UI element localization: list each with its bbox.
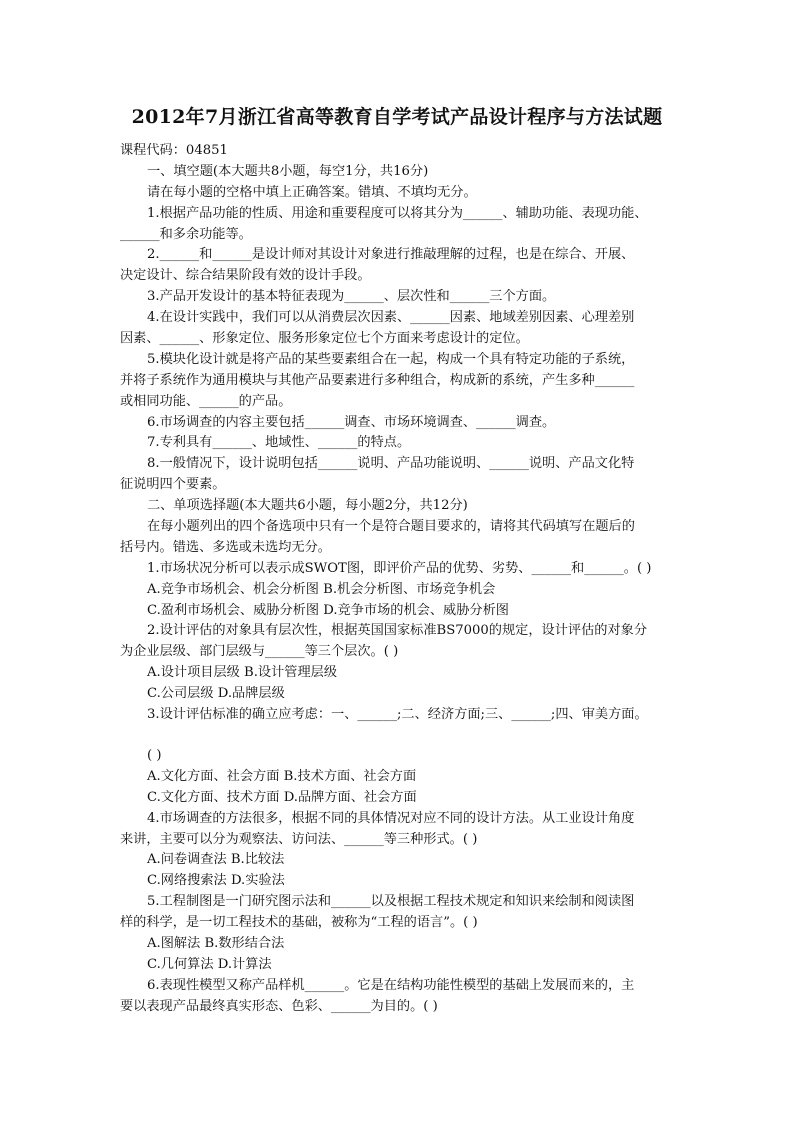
text-line: 3.设计评估标准的确立应考虑：一、______;二、经济方面;三、______;四、审美方面。 (147, 707, 648, 723)
text-line: 并将子系统作为通用模块与其他产品要素进行多种组合，构成新的系统，产生多种______ (120, 372, 635, 388)
text-line: C.公司层级 D.品牌层级 (147, 686, 285, 702)
text-line: 1.根据产品功能的性质、用途和重要程度可以将其分为______、辅助功能、表现功能、 (147, 205, 648, 221)
text-line: 2.______和______是设计师对其设计对象进行推敲理解的过程，也是在综合、开展、 (147, 247, 635, 263)
text-line: 请在每小题的空格中填上正确答案。错填、不填均无分。 (147, 184, 477, 200)
text-line: A.文化方面、社会方面 B.技术方面、社会方面 (147, 768, 417, 784)
text-line: 8.一般情况下，设计说明包括______说明、产品功能说明、______说明、产品文化特 (147, 456, 635, 472)
text-line: A.图解法 B.数形结合法 (147, 935, 285, 951)
text-line: 2.设计评估的对象具有层次性，根据英国国家标准BS7000的规定，设计评估的对象分 (147, 623, 648, 639)
text-line: A.竞争市场机会、机会分析图 B.机会分析图、市场竞争机会 (147, 581, 496, 597)
text-line: A.设计项目层级 B.设计管理层级 (147, 665, 338, 681)
text-line: ( ) (147, 747, 162, 763)
text-line: 决定设计、综合结果阶段有效的设计手段。 (120, 268, 371, 284)
text-line: 6.市场调查的内容主要包括______调查、市场环境调查、______调查。 (147, 414, 556, 430)
text-line: 二、单项选择题(本大题共6小题，每小题2分，共12分) (147, 498, 468, 514)
text-line: C.文化方面、技术方面 D.品牌方面、社会方面 (147, 789, 417, 805)
text-line: 因素、______、形象定位、服务形象定位七个方面来考虑设计的定位。 (120, 331, 529, 347)
text-line: ______和多余功能等。 (120, 226, 252, 242)
text-line: A.问卷调查法 B.比较法 (147, 852, 285, 868)
text-line: 样的科学，是一切工程技术的基础，被称为“工程的语言”。( ) (120, 915, 478, 931)
text-line: 5.模块化设计就是将产品的某些要素组合在一起，构成一个具有特定功能的子系统， (147, 351, 635, 367)
text-line: 括号内。错选、多选或未选均无分。 (120, 539, 331, 555)
text-line: 5.工程制图是一门研究图示法和______以及根据工程技术规定和知识来绘制和阅读图 (147, 894, 635, 910)
text-line: 3.产品开发设计的基本特征表现为______、层次性和______三个方面。 (147, 289, 556, 305)
text-line: C.网络搜索法 D.实验法 (147, 873, 285, 889)
text-line: 来讲，主要可以分为观察法、访问法、______等三种形式。( ) (120, 831, 478, 847)
text-line: 4.在设计实践中，我们可以从消费层次因素、______因素、地域差别因素、心理差别 (147, 310, 635, 326)
text-line: 6.表现性模型又称产品样机______。它是在结构功能性模型的基础上发展而来的，主 (147, 977, 635, 993)
text-line: 1.市场状况分析可以表示成SWOT图，即评价产品的优势、劣势、______和______。( ) (147, 560, 652, 576)
question-lines (120, 162, 680, 1018)
course-code: 课程代码：04851 (120, 143, 228, 158)
text-line: C.几何算法 D.计算法 (147, 956, 272, 972)
text-line: 一、填空题(本大题共8小题，每空1分，共16分) (147, 163, 429, 179)
text-line: 要以表现产品最终真实形态、色彩、______为目的。( ) (120, 998, 438, 1014)
text-line: 或相同功能、______的产品。 (120, 393, 292, 409)
text-line: 在每小题列出的四个备选项中只有一个是符合题目要求的，请将其代码填写在题后的 (147, 519, 635, 535)
text-line: 7.专利具有______、地域性、______的特点。 (147, 435, 411, 451)
blank-line (120, 726, 680, 746)
document-body (120, 141, 680, 1018)
text-line: 为企业层级、部门层级与______等三个层次。( ) (120, 644, 399, 660)
text-line: 征说明四个要素。 (120, 477, 226, 493)
document-title: 2012年7月浙江省高等教育自学考试产品设计程序与方法试题 (131, 106, 663, 128)
text-line: C.盈利市场机会、威胁分析图 D.竞争市场的机会、威胁分析图 (147, 602, 509, 618)
text-line: 4.市场调查的方法很多，根据不同的具体情况对应不同的设计方法。从工业设计角度 (147, 810, 635, 826)
